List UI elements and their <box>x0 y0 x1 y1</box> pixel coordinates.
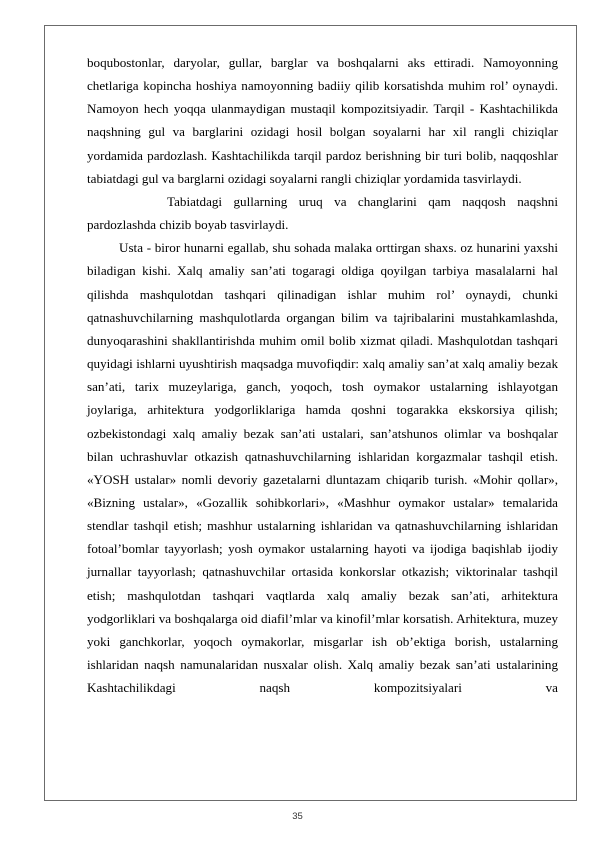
document-body <box>87 51 558 699</box>
paragraph-tabiatdagi: Tabiatdagi gullarning uruq va changlarini qam naqqosh naqshni pardozlashda chizib boyab tasvirlaydi. <box>87 193 558 233</box>
paragraph-usta: Usta - biror hunarni egallab, shu sohada malaka orttirgan shaxs. oz hunarini yaxshi biladigan kishi. Xalq amaliy san’ati togaragi oldiga qoyilgan tarbiya masalalarni hal qilishda mashqulotdan tashqari qilinadigan ishlar muhim rol’ oynaydi, chunki qatnashuvchilarning mashqulotlarda organgan bilim va tajribalarini mustahkamlashda, dunyoqarashini shakllantirishda muhim omil bolib xizmat qiladi. Mashqulotdan tashqari quyidagi ishlarni uyushtirish maqsadga muvofiqdir: xalq amaliy san’at xalq amaliy bezak san’ati, tarix muzeylariga, ganch, yoqoch, tosh oymakor ustalarning ishlayotgan joylariga, arhitektura yodgorliklariga hamda qoshni togarakka ekskorsiya qilish; ozbekistondagi xalq amaliy bezak san’ati ustalari, san’atshunos olimlar va boshqalar bilan uchrashuvlar otkazish qatnashuvchilarning ishlaridan korgazmalar tashqil etish. «YOSH ustalar» nomli devoriy gazetalarni dluntazam chiqarib turish. «Mohir qollar», «Bizning ustalar», «Gozallik sohibkorlari», «Mashhur oymakor ustalar» temalarida stendlar tashqil etish; mashhur ustalarning ishlaridan va qatnashuvchilarning ishlaridan fotoal’bomlar tayyorlash; yosh oymakor ustalarning hayoti va ijodiga baqishlab ijodiy jurnallar tayyorlash; qatnashuvchilar ortasida konkorslar otkazish; viktorinalar tashqil etish; mashqulotdan tashqari vaqtlarda xalq amaliy bezak san’ati, arhitektura yodgorliklari va boshqalarga oid diafil’mlar va kinofil’mlar korsatish. Arhitektura, muzey yoki ganchkorlar, yoqoch oymakorlar, misgarlar ish ob’ektiga borish, ustalarning ishlaridan naqsh namunalaridan nusxalar olish. Xalq amaliy bezak san’ati ustalarining Kashtachilikdagi naqsh kompozitsiyalari va <box>87 240 558 696</box>
page-number: 35 <box>292 811 303 822</box>
paragraph-namoyon-tarqil: boqubostonlar, daryolar, gullar, barglar va boshqalarni aks ettiradi. Namoyonning chetlariga kopincha hoshiya namoyonning badiiy qilib korsatishda muhim rol’ oynaydi. Namoyon hech yoqqa ulanmaydigan mustaqil kompozitsiyadir. Tarqil - Kashtachilikda naqshning gul va barglarini ozidagi hosil bolgan soyalarni har xil rangli chiziqlar yordamida pardozlash. Kashtachilikda tarqil pardoz berishning bir turi bolib, naqqoshlar tabiatdagi gul va barglarni ozidagi soyalarni rangli chiziqlar yordamida tasvirlaydi. <box>87 55 558 186</box>
